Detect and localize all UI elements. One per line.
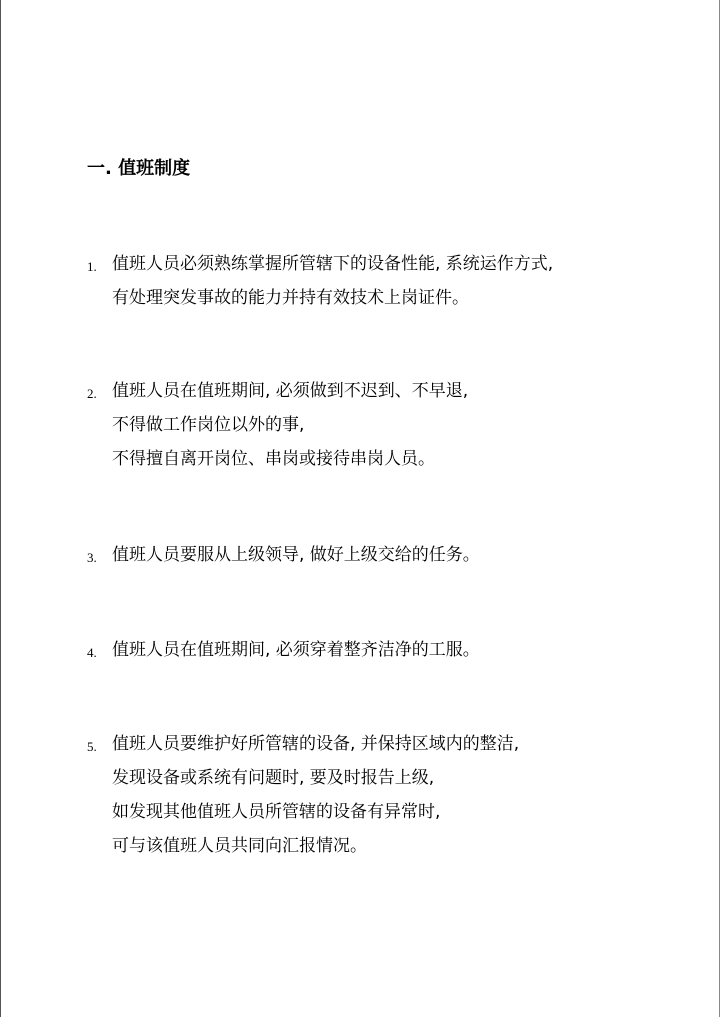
rule-number: 1.: [87, 259, 97, 274]
rule-line: 值班人员要服从上级领导, 做好上级交给的任务。: [112, 545, 480, 565]
rule-line: 有处理突发事故的能力并持有效技术上岗证件。: [112, 288, 469, 308]
rule-line: 发现设备或系统有问题时, 要及时报告上级,: [112, 768, 435, 788]
rule-line: 如发现其他值班人员所管辖的设备有异常时,: [112, 802, 441, 822]
rule-number: 4.: [87, 645, 97, 660]
rule-line: 值班人员必须熟练掌握所管辖下的设备性能, 系统运作方式,: [112, 254, 554, 274]
rule-line: 不得做工作岗位以外的事,: [112, 415, 305, 435]
rule-line: 值班人员在值班期间, 必须穿着整齐洁净的工服。: [112, 640, 480, 660]
rule-line: 值班人员要维护好所管辖的设备, 并保持区域内的整洁,: [112, 734, 520, 754]
rule-number: 2.: [87, 386, 97, 401]
rule-line: 不得擅自离开岗位、串岗或接待串岗人员。: [112, 449, 435, 469]
rule-number: 3.: [87, 550, 97, 565]
rule-number: 5.: [87, 739, 97, 754]
rule-line: 值班人员在值班期间, 必须做到不迟到、不早退,: [112, 381, 469, 401]
section-title: 一. 值班制度: [87, 158, 191, 179]
page-left-border: [0, 0, 1, 1017]
rule-line: 可与该值班人员共同向汇报情况。: [112, 836, 367, 856]
